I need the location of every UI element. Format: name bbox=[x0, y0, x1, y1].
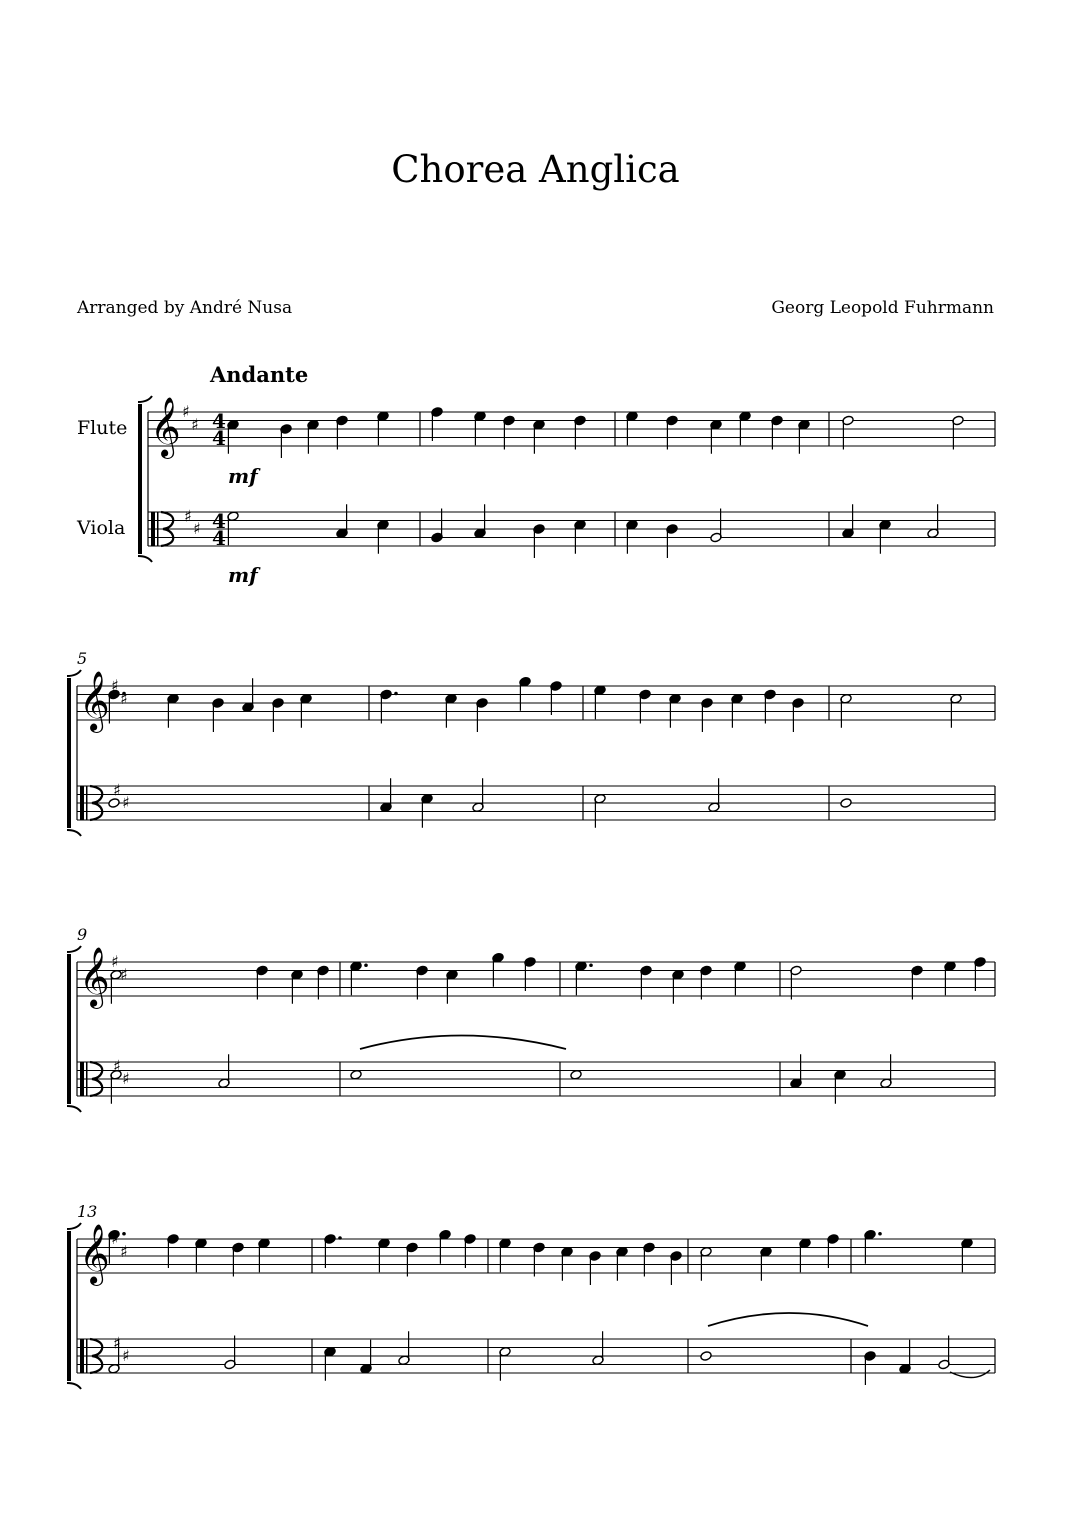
bracket-hook bbox=[67, 1106, 81, 1112]
dot bbox=[394, 692, 398, 696]
sharp-sign: ♯ bbox=[113, 1056, 121, 1076]
tie bbox=[708, 1313, 868, 1326]
notehead bbox=[350, 1069, 362, 1080]
viola-staff bbox=[77, 778, 995, 828]
time-signature-bottom: 4 bbox=[212, 426, 226, 450]
treble-clef: 𝄞 bbox=[150, 397, 181, 457]
piece-title: Chorea Anglica bbox=[391, 148, 680, 191]
tempo-marking: Andante bbox=[210, 362, 309, 387]
notehead bbox=[108, 798, 120, 809]
measure-number: 5 bbox=[77, 649, 88, 668]
alto-clef-bar bbox=[80, 786, 84, 820]
alto-clef-bar bbox=[86, 1062, 88, 1096]
sharp-sign: ♯ bbox=[184, 506, 192, 526]
flute-staff bbox=[148, 407, 995, 458]
viola-staff bbox=[77, 1331, 995, 1385]
notehead bbox=[840, 798, 852, 809]
notehead bbox=[700, 1351, 712, 1362]
arranger-credit: Arranged by André Nusa bbox=[77, 298, 293, 318]
time-signature-top: 4 bbox=[212, 509, 226, 533]
dynamic-mf: mf bbox=[228, 464, 258, 488]
measure-number: 13 bbox=[77, 1202, 98, 1221]
measure-number: 9 bbox=[77, 925, 88, 944]
sharp-sign: ♯ bbox=[122, 1069, 130, 1088]
notehead bbox=[570, 1069, 582, 1080]
time-signature-top: 4 bbox=[212, 409, 226, 433]
sharp-sign: ♯ bbox=[111, 1229, 119, 1248]
flute-staff bbox=[77, 676, 995, 732]
sharp-sign: ♯ bbox=[182, 402, 190, 421]
dot bbox=[122, 1232, 126, 1236]
treble-clef: 𝄞 bbox=[79, 1224, 110, 1284]
bracket-hook bbox=[67, 830, 81, 836]
dynamic-mf: mf bbox=[228, 563, 258, 587]
tie bbox=[950, 1370, 990, 1378]
instrument-label-viola: Viola bbox=[77, 517, 126, 539]
sharp-sign: ♯ bbox=[120, 1241, 128, 1261]
sharp-sign: ♯ bbox=[120, 688, 128, 708]
sharp-sign: ♯ bbox=[113, 780, 121, 800]
alto-clef-bar bbox=[86, 1339, 88, 1373]
alto-clef-bar bbox=[157, 512, 159, 546]
sharp-sign: ♯ bbox=[111, 676, 119, 695]
composer-credit: Georg Leopold Fuhrmann bbox=[771, 298, 994, 318]
flute-staff bbox=[77, 1229, 995, 1285]
treble-clef: 𝄞 bbox=[79, 671, 110, 731]
dot bbox=[878, 1232, 882, 1236]
alto-clef-bar bbox=[80, 1339, 84, 1373]
sharp-sign: ♯ bbox=[193, 519, 201, 538]
alto-clef-bar bbox=[80, 1062, 84, 1096]
sharp-sign: ♯ bbox=[122, 793, 130, 812]
bracket-hook bbox=[67, 1383, 81, 1389]
treble-clef: 𝄞 bbox=[79, 947, 110, 1007]
dot bbox=[364, 963, 368, 967]
dot bbox=[589, 963, 593, 967]
sharp-sign: ♯ bbox=[120, 964, 128, 984]
instrument-label-flute: Flute bbox=[77, 417, 128, 439]
dot bbox=[338, 1236, 342, 1240]
viola-staff bbox=[148, 504, 995, 558]
sharp-sign: ♯ bbox=[122, 1346, 130, 1365]
viola-staff bbox=[77, 1054, 995, 1104]
sharp-sign: ♯ bbox=[191, 414, 199, 434]
sharp-sign: ♯ bbox=[111, 952, 119, 971]
time-signature-bottom: 4 bbox=[212, 526, 226, 550]
alto-clef-bar bbox=[151, 512, 155, 546]
bracket-hook bbox=[138, 556, 152, 562]
tie bbox=[360, 1036, 566, 1050]
flute-staff bbox=[77, 952, 995, 1003]
sharp-sign: ♯ bbox=[113, 1333, 121, 1353]
alto-clef-bar bbox=[86, 786, 88, 820]
